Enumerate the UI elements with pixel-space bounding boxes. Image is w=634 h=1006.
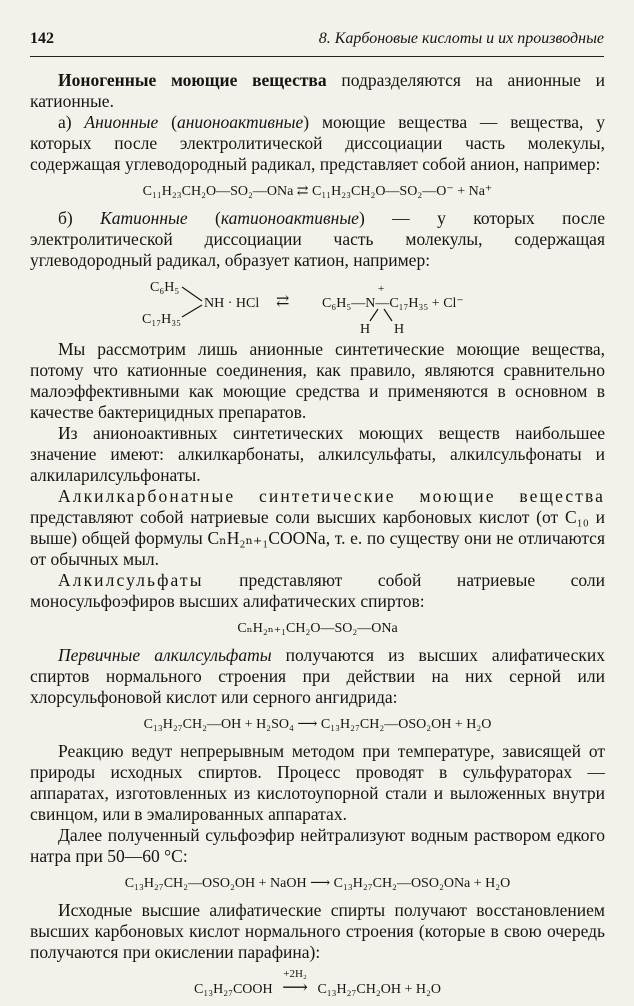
- f6-right: C₁₃H₂₇CH₂OH + H₂O: [317, 982, 441, 997]
- paragraph-7: Алкилсульфаты представляют собой натриевые соли моносульфоэфиров высших алифатических спиртов:: [30, 570, 605, 611]
- paragraph-6: Алкилкарбонатные синтетические моющие вещества представляют собой натриевые соли высших карбоновых кислот (от C₁₀ и выше) общей формулы CₙH₂ₙ₊₁COONa, т. е. по существу они не отличаются от обычных мыл.: [30, 486, 605, 569]
- term-cation-active: катионоактивные: [220, 208, 359, 228]
- term-anionic: Анионные: [84, 112, 159, 132]
- formula-5: C₁₃H₂₇CH₂—OSO₂OH + NaOH ⟶ C₁₃H₂₇CH₂—OSO₂ONa + H₂O: [124, 876, 511, 891]
- f2-left-top: C₆H₅: [150, 280, 180, 295]
- f2-h2: H: [394, 322, 405, 337]
- f6-arrow: ⟶: [282, 977, 308, 997]
- term-alkylsulfates: Алкилсульфаты: [58, 570, 204, 590]
- paragraph-5: Из анионоактивных синтетических моющих веществ наибольшее значение имеют: алкилкарбонаты, алкилсульфаты, алкилсульфонаты и алкиларилсульфонаты.: [30, 423, 605, 485]
- header-rule: [30, 56, 604, 57]
- formula-4: C₁₃H₂₇CH₂—OH + H₂SO₄ ⟶ C₁₃H₂₇CH₂—OSO₂OH + H₂O: [143, 717, 492, 732]
- f2-h1: H: [360, 322, 371, 337]
- term-alkylcarbonates: Алкилкарбонатные синтетические моющие вещества: [58, 486, 605, 506]
- formula-3: CₙH₂ₙ₊₁CH₂O—SO₂—ONa: [237, 621, 398, 636]
- paragraph-9: Реакцию ведут непрерывным методом при температуре, зависящей от природы исходных спиртов. Процесс проводят в сульфураторах — аппаратах, изготовленных из кислотоупорной стали и выложенных внутри свинцом, или в эмалированных аппаратах.: [30, 741, 605, 824]
- term-cationic: Катионные: [100, 208, 188, 228]
- term-primary-alkylsulfates: Первичные алкилсульфаты: [58, 645, 272, 665]
- formula-6: [30, 968, 605, 1000]
- f6-arrow-wrap: [282, 968, 308, 1000]
- f2-arrow: ⇄: [276, 293, 290, 310]
- paragraph-intro: Ионогенные моющие вещества подразделяются на анионные и катионные.: [30, 70, 606, 111]
- term-ionic: Ионогенные моющие вещества: [58, 70, 327, 90]
- f2-charge: +: [378, 283, 385, 295]
- paragraph-cationic: б) Катионные (катионоактивные) — у которых после электролитической диссоциации часть молекулы, содержащая углеводородный радикал, образует катион, например:: [30, 208, 605, 270]
- f6-condition: +2H₂: [283, 968, 307, 980]
- term-anion-active: анионоактивные: [176, 112, 304, 132]
- paragraph-11: Исходные высшие алифатические спирты получают восстановлением высших карбоновых кислот нормального строения (которые в свою очередь получаются при окислении парафина):: [30, 900, 605, 962]
- f6-left: C₁₃H₂₇COOH: [194, 982, 273, 997]
- formula-1: C₁₁H₂₃CH₂O—SO₂—ONa ⇄ C₁₁H₂₃CH₂O—SO₂—O⁻ + Na⁺: [142, 184, 493, 199]
- paragraph-anionic: а) Анионные (анионоактивные) моющие вещества — вещества, у которых после электролитической диссоциации часть молекулы, содержащая углеводородный радикал, представляет собой анион, например:: [30, 112, 605, 174]
- chapter-title: 8. Карбоновые кислоты и их производные: [318, 30, 604, 47]
- page-header: [30, 30, 604, 52]
- paragraph-8: Первичные алкилсульфаты получаются из высших алифатических спиртов нормального строения при действии на них серной или хлорсульфоновой кислот или серного ангидрида:: [30, 645, 605, 707]
- f2-right: C₆H₅—N—C₁₇H₃₅ + Cl⁻: [322, 296, 464, 311]
- page-number: 142: [30, 30, 54, 47]
- paragraph-4: Мы рассмотрим лишь анионные синтетические моющие вещества, потому что катионные соединения, как правило, являются сравнительно малоэффективными как моющие средства и применяются в основном в качестве бактерицидных препаратов.: [30, 339, 605, 422]
- f2-left-bottom: C₁₇H₃₅: [142, 312, 181, 327]
- page-body: [30, 70, 605, 1006]
- formula-2: [30, 275, 605, 335]
- f2-nh: NH · HCl: [204, 296, 260, 311]
- paragraph-10: Далее полученный сульфоэфир нейтрализуют водным раствором едкого натра при 50—60 °C:: [30, 825, 605, 866]
